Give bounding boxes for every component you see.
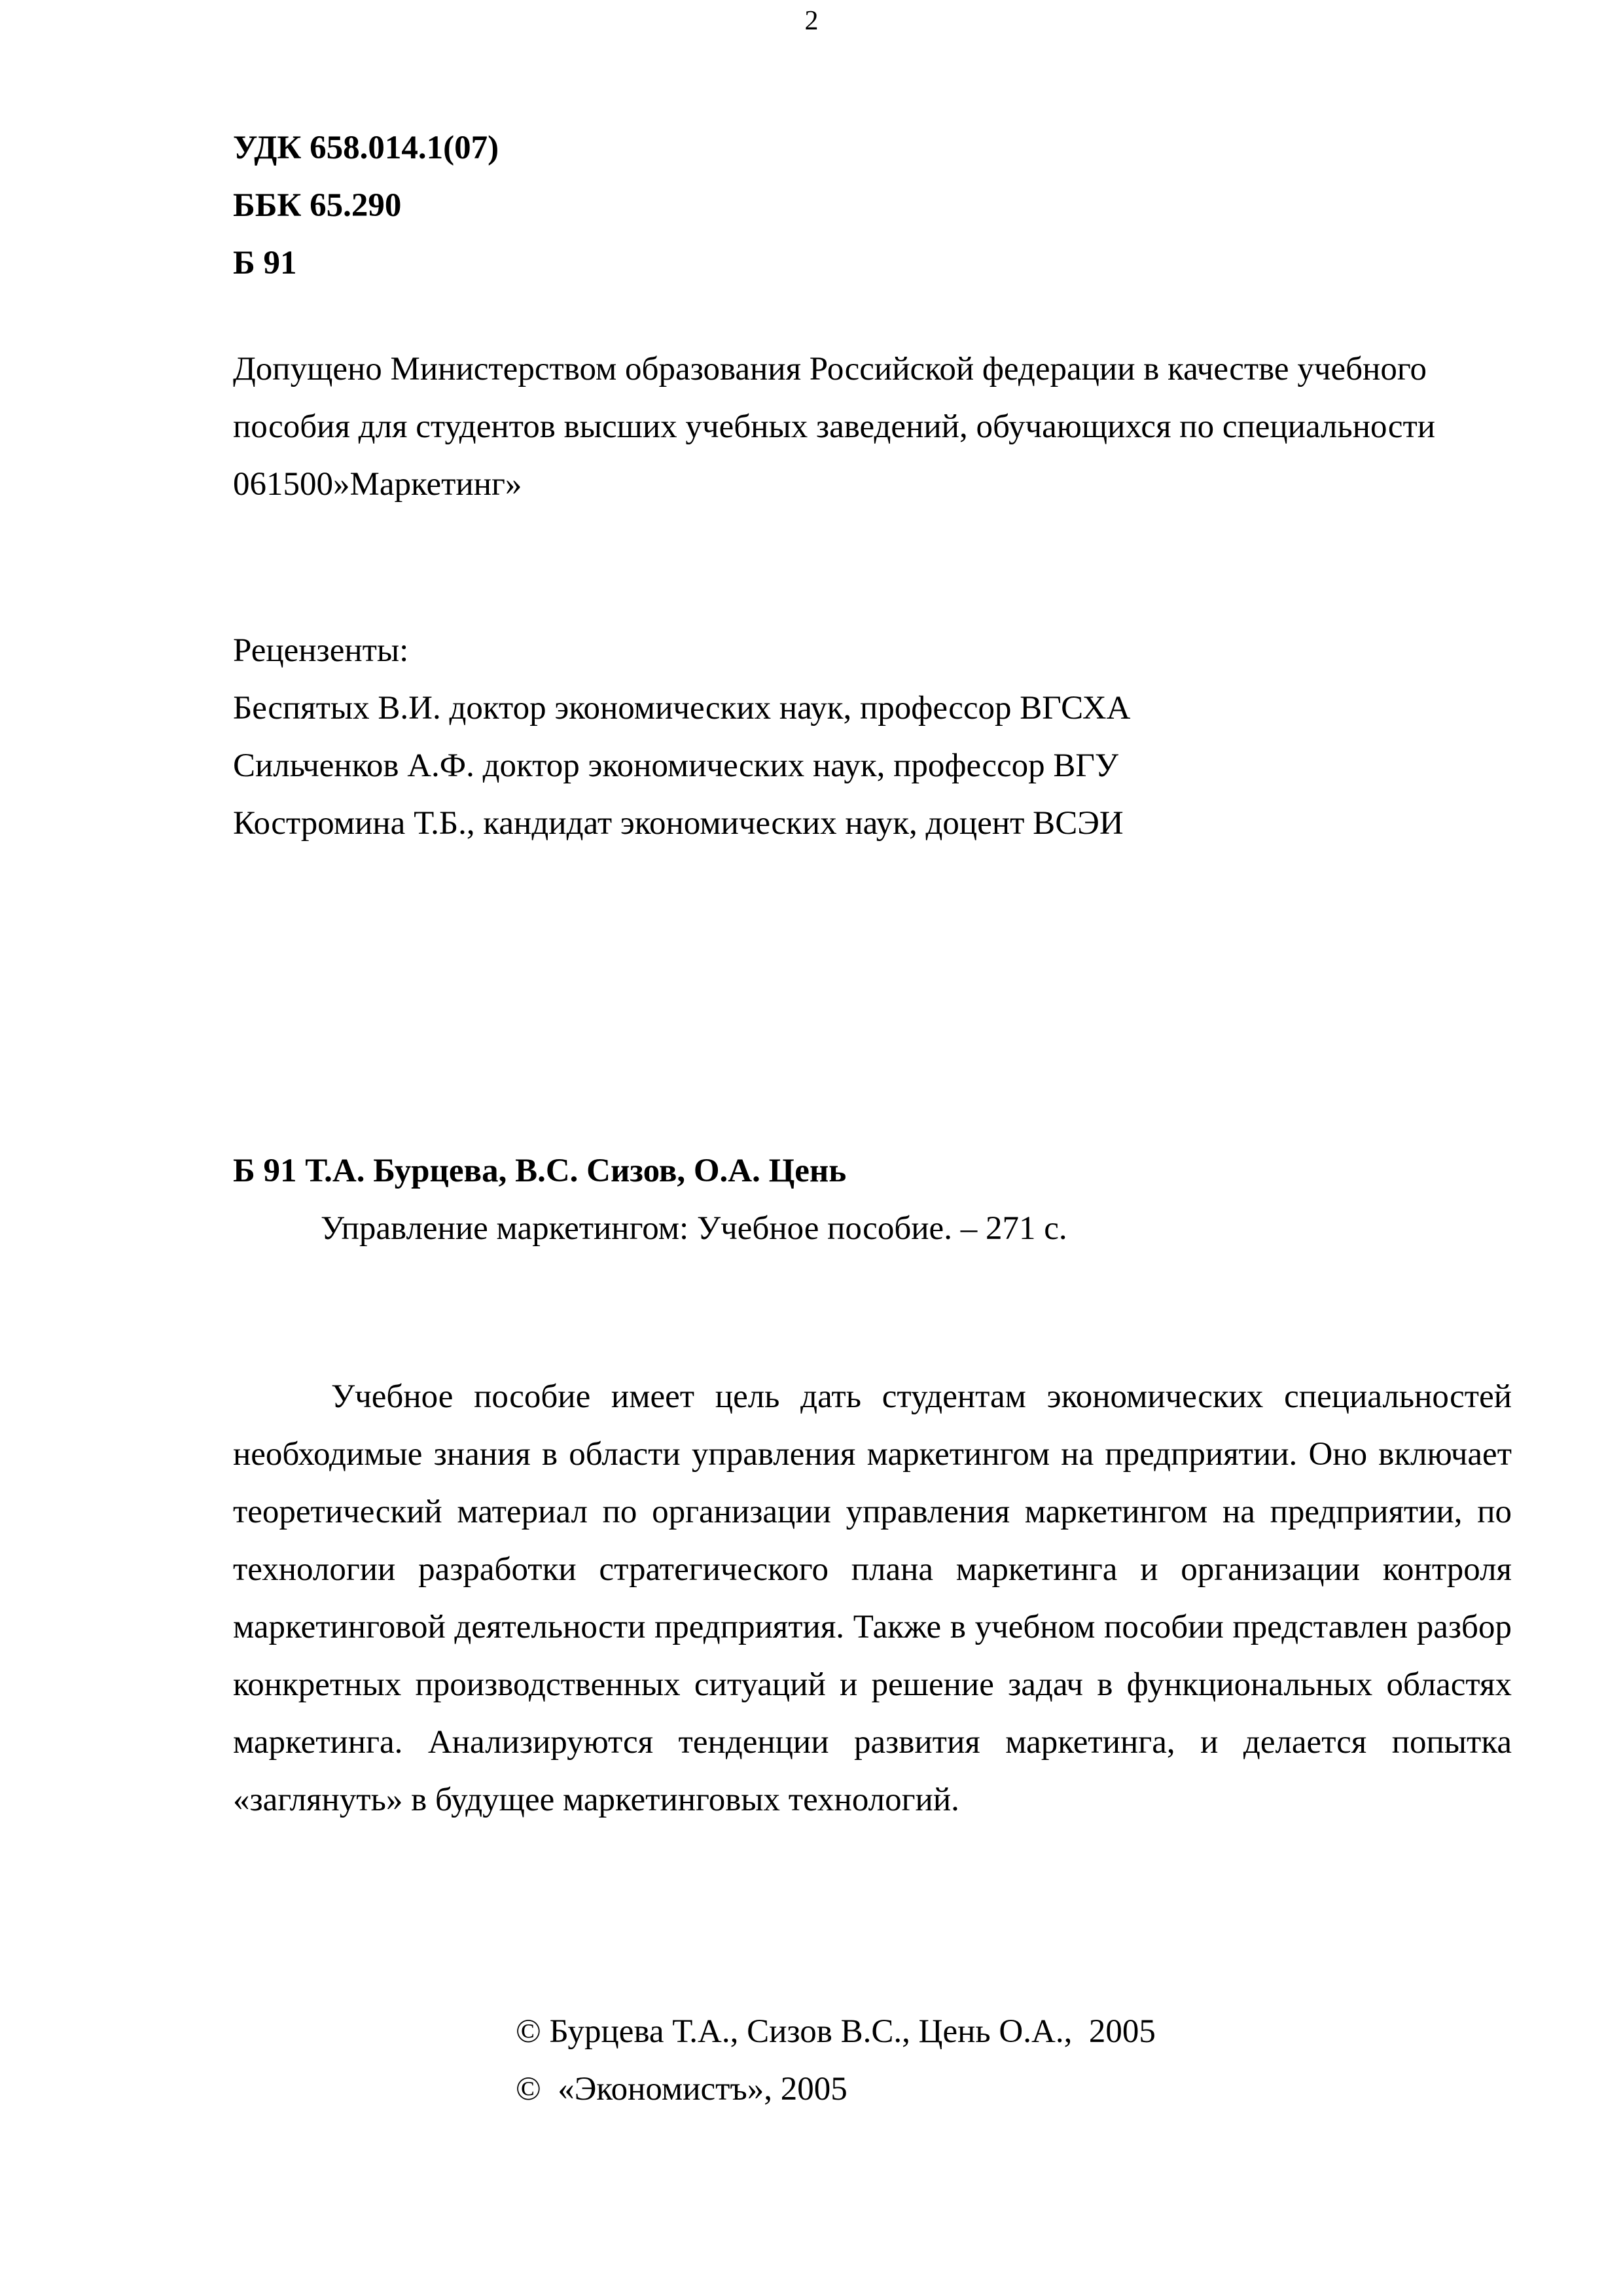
reviewers-heading: Рецензенты: [233, 632, 409, 669]
ministry-approval: Допущено Министерством образования Российской федерации в качестве учебного пособия для студентов высших учебных заведений, обучающихся по специальности 061500»Маркетинг» [233, 351, 1436, 503]
udk-code: УДК 658.014.1(07) [233, 130, 499, 166]
book-authors: Б 91 Т.А. Бурцева, В.С. Сизов, О.А. Цень [233, 1153, 847, 1189]
copyright-publisher: © «Экономистъ», 2005 [516, 2071, 847, 2108]
page-number: 2 [804, 6, 819, 36]
reviewer-item: Беспятых В.И. доктор экономических наук, профессор ВГСХА [233, 690, 1131, 726]
author-mark: Б 91 [233, 245, 297, 281]
abstract-paragraph: Учебное пособие имеет цель дать студентам экономических специальностей необходимые знания в области управления маркетингом на предприятии. Оно включает теоретический материал по организации управления маркетингом на предприятии, по технологии разработки стратегического плана маркетинга и организации контроля маркетинговой деятельности предприятия. Также в учебном пособии представлен разбор конкретных производственных ситуаций и решение задач в функциональных областях маркетинга. Анализируются тенденции развития маркетинга, и делается попытка «заглянуть» в будущее маркетинговых технологий. [233, 1378, 1512, 1818]
book-reference [233, 1142, 1509, 1257]
bbk-code: ББК 65.290 [233, 187, 402, 224]
copyright-block [516, 2003, 1156, 2118]
reviewer-item: Костромина Т.Б., кандидат экономических наук, доцент ВСЭИ [233, 805, 1124, 842]
bibliographic-codes [233, 119, 499, 292]
reviewer-item: Сильченков А.Ф. доктор экономических наук, профессор ВГУ [233, 747, 1118, 784]
copyright-authors: © Бурцева Т.А., Сизов В.С., Цень О.А., 2005 [516, 2013, 1156, 2050]
reviewers-block [233, 622, 1509, 852]
book-title: Управление маркетингом: Учебное пособие. – 271 с. [321, 1210, 1067, 1247]
